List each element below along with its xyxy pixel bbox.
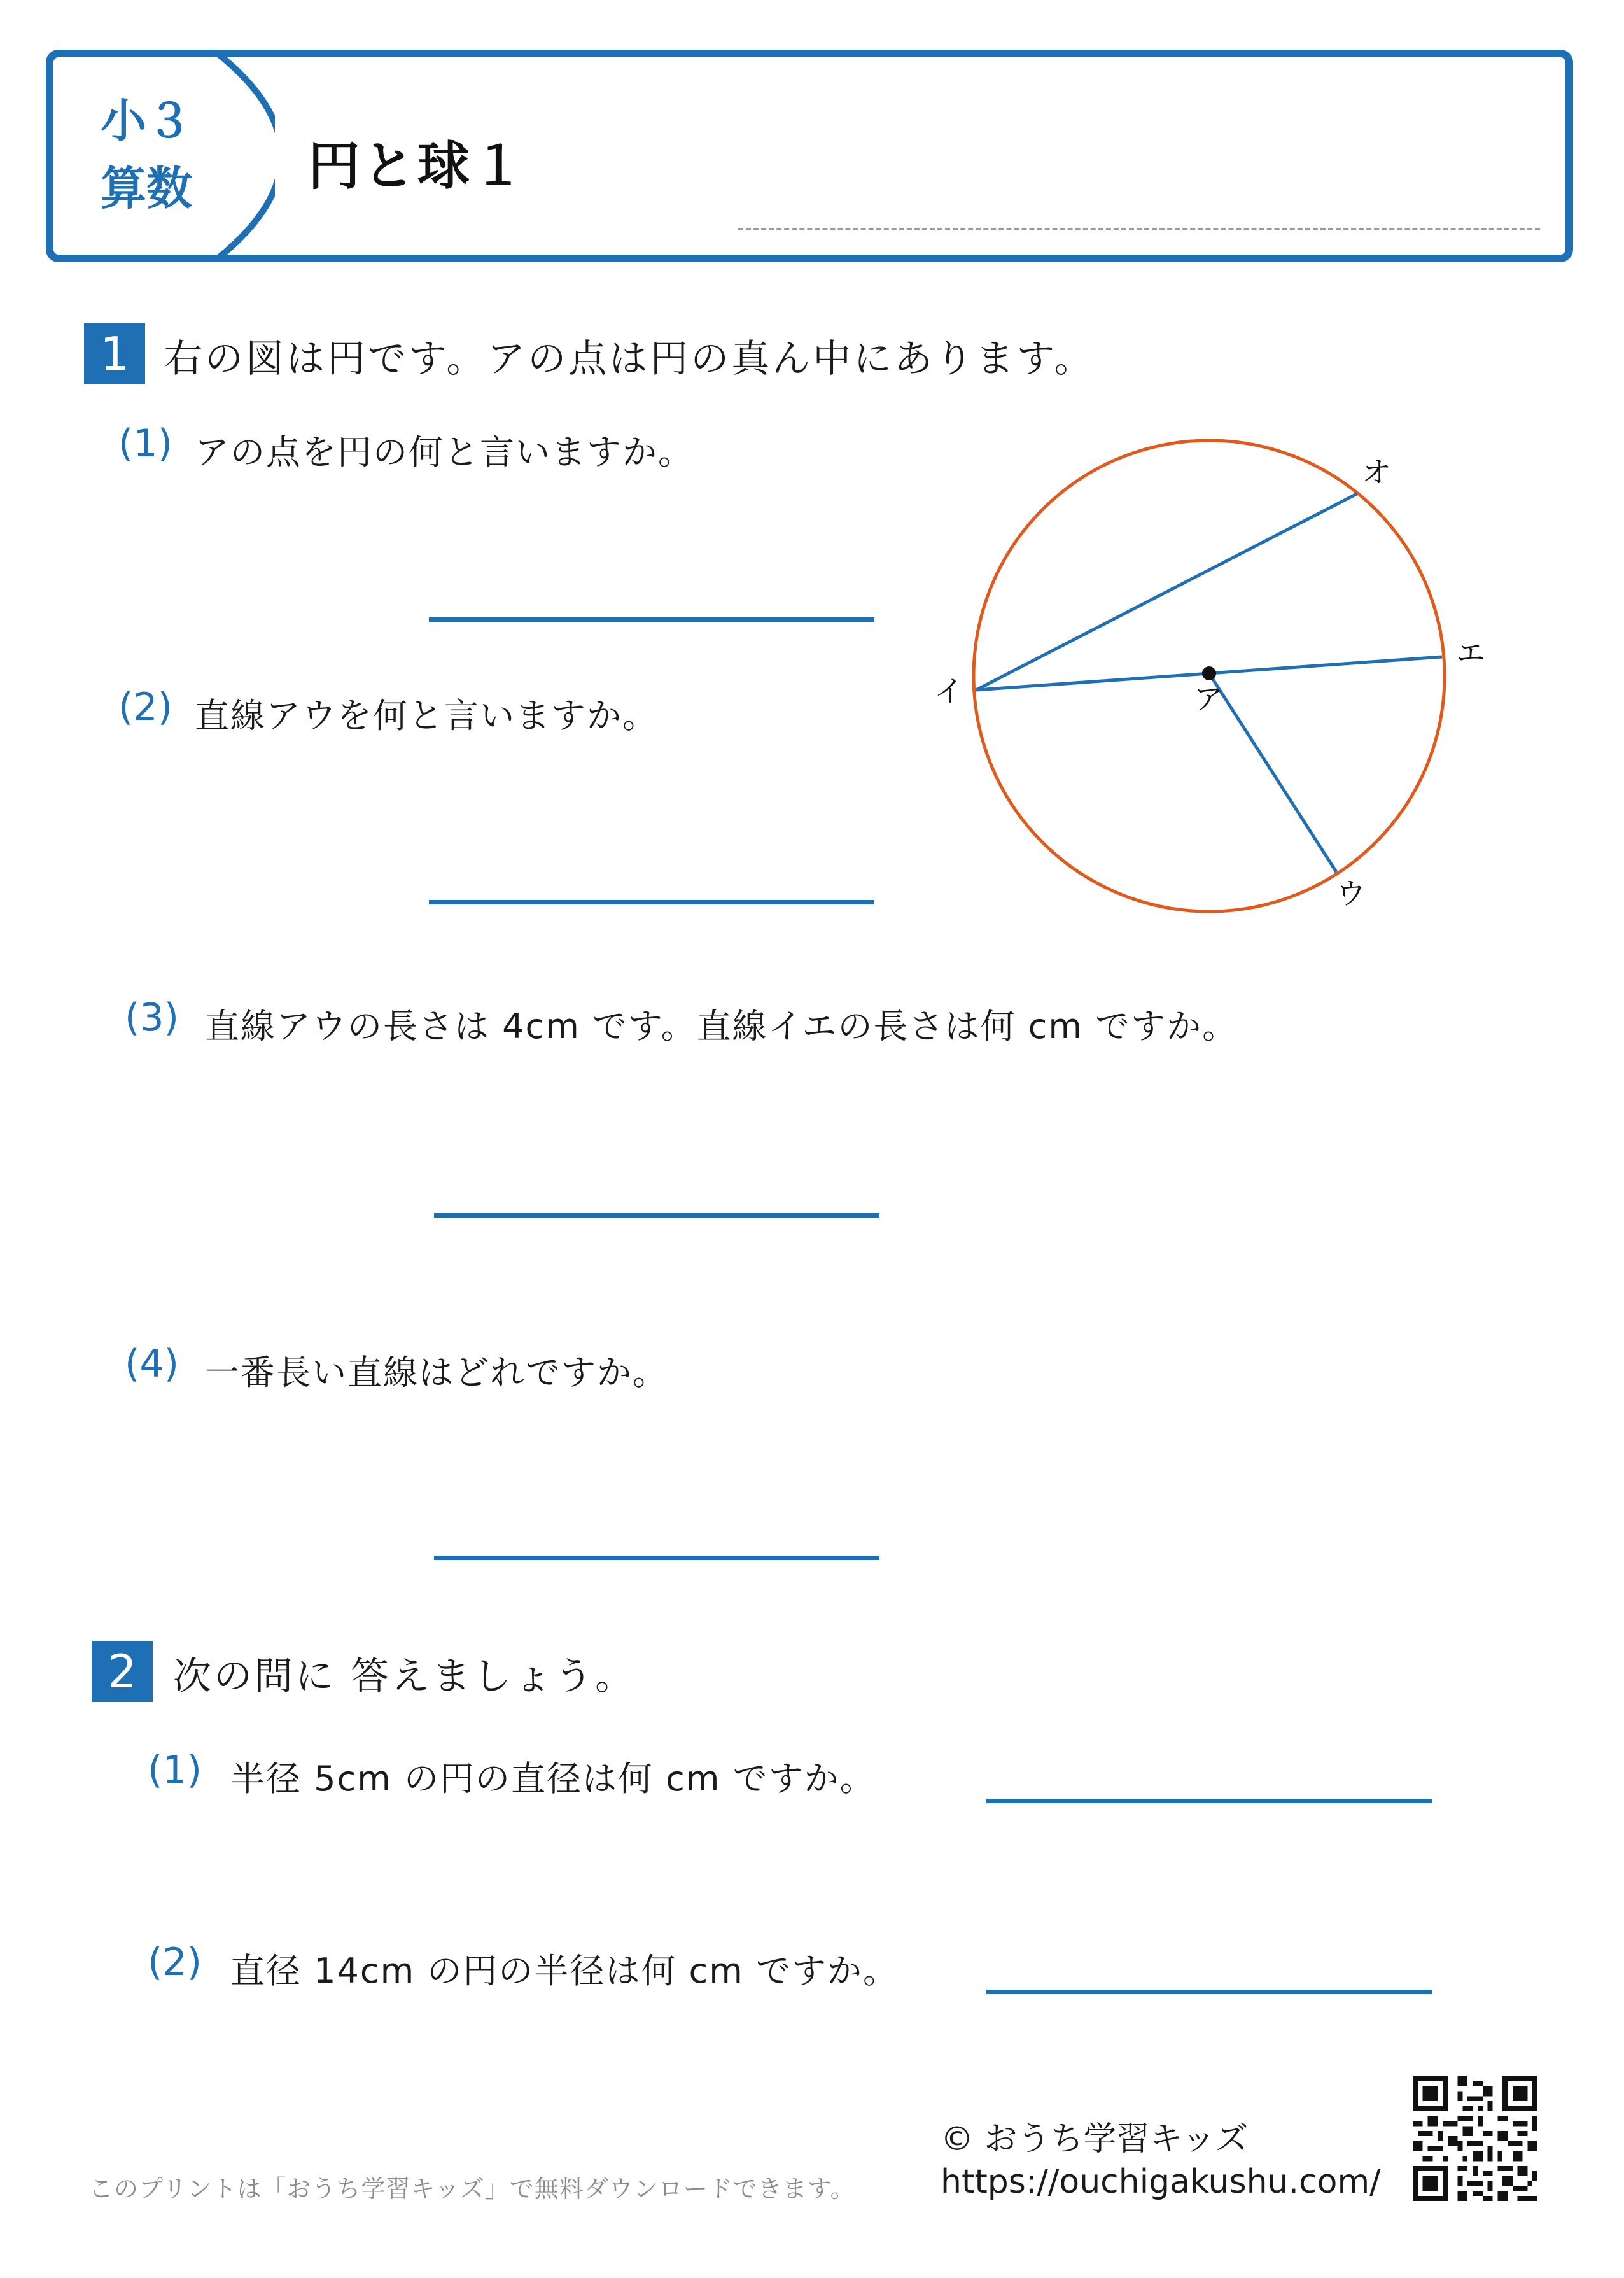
footer-note: このプリントは「おうち学習キッズ」で無料ダウンロードできます。 xyxy=(89,2175,855,2203)
question-text: 直径 14cm の円の半径は何 cm ですか。 xyxy=(230,1951,899,1991)
section-number-2: 2 xyxy=(92,1641,153,1702)
answer-line[interactable] xyxy=(429,900,874,904)
answer-line[interactable] xyxy=(434,1556,879,1560)
chord-i-o xyxy=(976,494,1357,690)
question-number: (1) xyxy=(148,1748,202,1792)
qr-code-icon[interactable] xyxy=(1413,2076,1537,2201)
label-a: ア xyxy=(1194,682,1223,716)
radius-a-u xyxy=(1209,673,1336,872)
section-instruction-1: 右の図は円です。アの点は円の真ん中にあります。 xyxy=(164,337,1095,381)
site-url[interactable]: https://ouchigakushu.com/ xyxy=(941,2163,1381,2201)
subject-label: 算数 xyxy=(100,162,192,215)
answer-line[interactable] xyxy=(986,1990,1432,1994)
question-number: (3) xyxy=(125,995,179,1040)
question-text: 一番長い直線はどれですか。 xyxy=(205,1353,668,1393)
answer-line[interactable] xyxy=(986,1799,1432,1803)
answer-line[interactable] xyxy=(434,1213,879,1218)
grade-label: 小３ xyxy=(100,94,192,148)
copyright: © おうち学習キッズ xyxy=(941,2120,1249,2158)
question-text: 半径 5cm の円の直径は何 cm ですか。 xyxy=(230,1759,876,1799)
section-instruction-2: 次の問に 答えましょう。 xyxy=(173,1654,636,1699)
question-number: (2) xyxy=(118,685,172,729)
question-text: アの点を円の何と言いますか。 xyxy=(195,432,694,472)
question-number: (2) xyxy=(148,1940,202,1985)
section-number-1: 1 xyxy=(84,323,145,384)
question-number: (1) xyxy=(118,421,172,466)
question-number: (4) xyxy=(125,1342,179,1386)
question-text: 直線アウを何と言いますか。 xyxy=(195,696,658,736)
name-line xyxy=(738,228,1540,230)
center-point xyxy=(1202,666,1216,680)
answer-line[interactable] xyxy=(429,617,874,622)
question-text: 直線アウの長さは 4cm です。直線イエの長さは何 cm ですか。 xyxy=(205,1006,1238,1046)
label-e: エ xyxy=(1456,636,1485,670)
label-i: イ xyxy=(934,674,963,708)
page-title: 円と球１ xyxy=(308,136,528,197)
circle-figure xyxy=(929,433,1515,929)
label-o: オ xyxy=(1362,455,1391,489)
label-u: ウ xyxy=(1336,876,1366,911)
